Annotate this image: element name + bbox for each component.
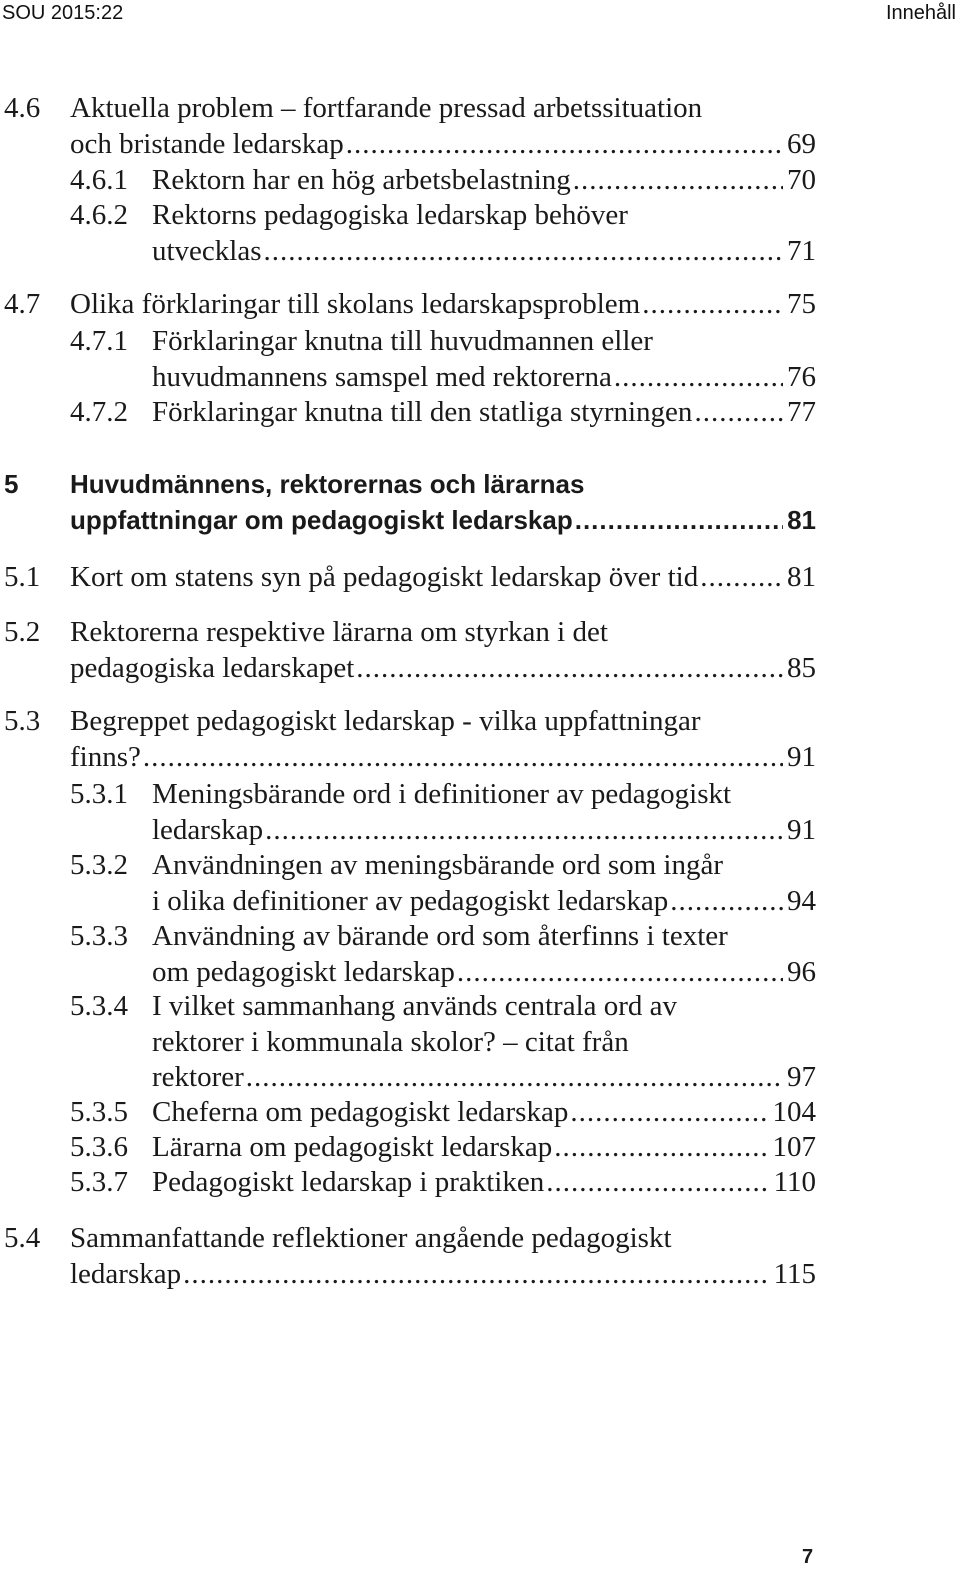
toc-entry-title-line: Meningsbärande ord i definitioner av pedagogiskt — [152, 778, 732, 810]
toc-entry-title: Cheferna om pedagogiskt ledarskap — [152, 1096, 569, 1128]
toc-entry-title-with-leader — [70, 1256, 816, 1292]
toc-entry-title-with-leader — [152, 162, 816, 198]
toc-entry-title: Pedagogiskt ledarskap i praktiken — [152, 1166, 545, 1198]
toc-entry-number: 4.7.2 — [70, 396, 128, 428]
toc-entry-title-with-leader — [70, 650, 816, 686]
toc-entry-title: rektorer — [152, 1061, 244, 1093]
toc-entry-number: 5.3.6 — [70, 1131, 128, 1163]
running-header-right: Innehåll — [885, 2, 956, 24]
toc-entry-page: 104 — [772, 1096, 816, 1128]
dot-leader — [614, 359, 783, 395]
toc-entry-title-with-leader — [152, 954, 816, 990]
toc-entry-title-line: Användningen av meningsbärande ord som ingår — [152, 849, 723, 881]
dot-leader — [670, 883, 783, 919]
toc-entry-page: 76 — [787, 360, 816, 393]
dot-leader — [265, 812, 783, 848]
toc-entry-title-with-leader — [152, 1129, 816, 1165]
toc-entry-page: 94 — [787, 884, 816, 917]
toc-entry-page: 75 — [787, 288, 816, 320]
toc-entry-page: 85 — [787, 651, 816, 684]
dot-leader — [143, 739, 783, 775]
dot-leader — [642, 286, 783, 322]
toc-entry-title: Lärarna om pedagogiskt ledarskap — [152, 1131, 553, 1163]
toc-entry-title-with-leader — [152, 1094, 816, 1130]
toc-entry-title: huvudmannens samspel med rektorerna — [152, 360, 612, 393]
toc-entry-title: Kort om statens syn på pedagogiskt ledarskap över tid — [70, 561, 699, 593]
dot-leader — [457, 954, 783, 990]
dot-leader — [264, 233, 783, 269]
dot-leader — [575, 502, 783, 538]
toc-entry-number: 4.6 — [4, 92, 41, 124]
toc-entry-page: 107 — [772, 1131, 816, 1163]
toc-entry-page: 81 — [787, 504, 816, 535]
toc-entry-number: 4.7.1 — [70, 325, 128, 357]
toc-entry-title: uppfattningar om pedagogiskt ledarskap — [70, 504, 573, 535]
toc-entry-title-line: Sammanfattande reflektioner angående pedagogiskt — [70, 1222, 672, 1254]
dot-leader — [246, 1059, 783, 1095]
toc-entry-number: 5.3.4 — [70, 990, 128, 1022]
running-header-left: SOU 2015:22 — [2, 2, 124, 24]
toc-entry-title-line: Aktuella problem – fortfarande pressad arbetssituation — [70, 92, 703, 124]
toc-entry-number: 5.4 — [4, 1222, 41, 1254]
toc-entry-title-line: Begreppet pedagogiskt ledarskap - vilka uppfattningar — [70, 705, 701, 737]
toc-entry-title-with-leader — [152, 883, 816, 919]
toc-entry-title-line: Rektorerna respektive lärarna om styrkan i det — [70, 616, 608, 648]
toc-entry-page: 91 — [787, 740, 816, 773]
toc-entry-title-with-leader — [152, 812, 816, 848]
toc-entry-title-line: Förklaringar knutna till huvudmannen eller — [152, 325, 653, 357]
toc-entry-title: och bristande ledarskap — [70, 127, 344, 160]
toc-entry-number: 5.3 — [4, 705, 41, 737]
toc-entry-title-with-leader — [70, 502, 816, 538]
dot-leader — [183, 1256, 769, 1292]
dot-leader — [694, 394, 783, 430]
toc-entry-number: 5.1 — [4, 561, 41, 593]
toc-entry-title: Olika förklaringar till skolans ledarskapsproblem — [70, 288, 641, 320]
toc-entry-page: 91 — [787, 813, 816, 846]
toc-entry-title-line: rektorer i kommunala skolor? – citat från — [152, 1025, 629, 1058]
toc-entry-page: 110 — [773, 1166, 816, 1198]
toc-entry-number: 5.2 — [4, 616, 41, 648]
toc-entry-page: 77 — [787, 396, 816, 428]
toc-entry-title: finns? — [70, 740, 141, 773]
toc-entry-title: Rektorn har en hög arbetsbelastning — [152, 164, 571, 196]
toc-entry-title-with-leader — [70, 126, 816, 162]
dot-leader — [356, 650, 783, 686]
toc-entry-page: 81 — [787, 561, 816, 593]
toc-entry-title-with-leader — [70, 559, 816, 595]
toc-entry-number: 5.3.3 — [70, 920, 128, 952]
toc-entry-title-line: Rektorns pedagogiska ledarskap behöver — [152, 199, 628, 231]
dot-leader — [700, 559, 783, 595]
toc-entry-number: 4.6.1 — [70, 164, 128, 196]
toc-entry-title-with-leader — [152, 359, 816, 395]
toc-entry-page: 69 — [787, 127, 816, 160]
toc-entry-number: 5.3.5 — [70, 1096, 128, 1128]
toc-entry-page: 96 — [787, 955, 816, 988]
toc-entry-number: 5.3.1 — [70, 778, 128, 810]
dot-leader — [554, 1129, 768, 1165]
toc-entry-title-with-leader — [152, 233, 816, 269]
toc-entry-title-line: I vilket sammanhang används centrala ord av — [152, 990, 678, 1022]
toc-entry-title: Förklaringar knutna till den statliga styrningen — [152, 396, 693, 428]
toc-entry-title: ledarskap — [152, 813, 264, 846]
toc-entry-number: 4.6.2 — [70, 199, 128, 231]
toc-entry-title-with-leader — [152, 1059, 816, 1095]
toc-entry-title-line: Huvudmännens, rektorernas och lärarnas — [70, 469, 585, 499]
toc-entry-title: pedagogiska ledarskapet — [70, 651, 355, 684]
toc-entry-title-with-leader — [70, 286, 816, 322]
toc-entry-title: om pedagogiskt ledarskap — [152, 955, 455, 988]
toc-entry-page: 97 — [787, 1061, 816, 1093]
toc-entry-number: 4.7 — [4, 288, 41, 320]
toc-entry-number: 5.3.7 — [70, 1166, 128, 1198]
toc-entry-title-with-leader — [152, 1164, 816, 1200]
dot-leader — [346, 126, 783, 162]
toc-entry-title: ledarskap — [70, 1257, 182, 1290]
dot-leader — [573, 162, 783, 198]
toc-entry-page: 71 — [787, 234, 816, 267]
toc-entry-title: i olika definitioner av pedagogiskt ledarskap — [152, 884, 669, 917]
toc-entry-number: 5 — [4, 469, 19, 499]
toc-entry-title: utvecklas — [152, 234, 262, 267]
dot-leader — [570, 1094, 768, 1130]
toc-entry-page: 115 — [773, 1257, 816, 1290]
page-number: 7 — [802, 1546, 814, 1568]
toc-entry-title-with-leader — [152, 394, 816, 430]
toc-entry-title-with-leader — [70, 739, 816, 775]
toc-entry-title-line: Användning av bärande ord som återfinns i texter — [152, 920, 728, 952]
toc-entry-page: 70 — [787, 164, 816, 196]
dot-leader — [546, 1164, 769, 1200]
toc-entry-number: 5.3.2 — [70, 849, 128, 881]
